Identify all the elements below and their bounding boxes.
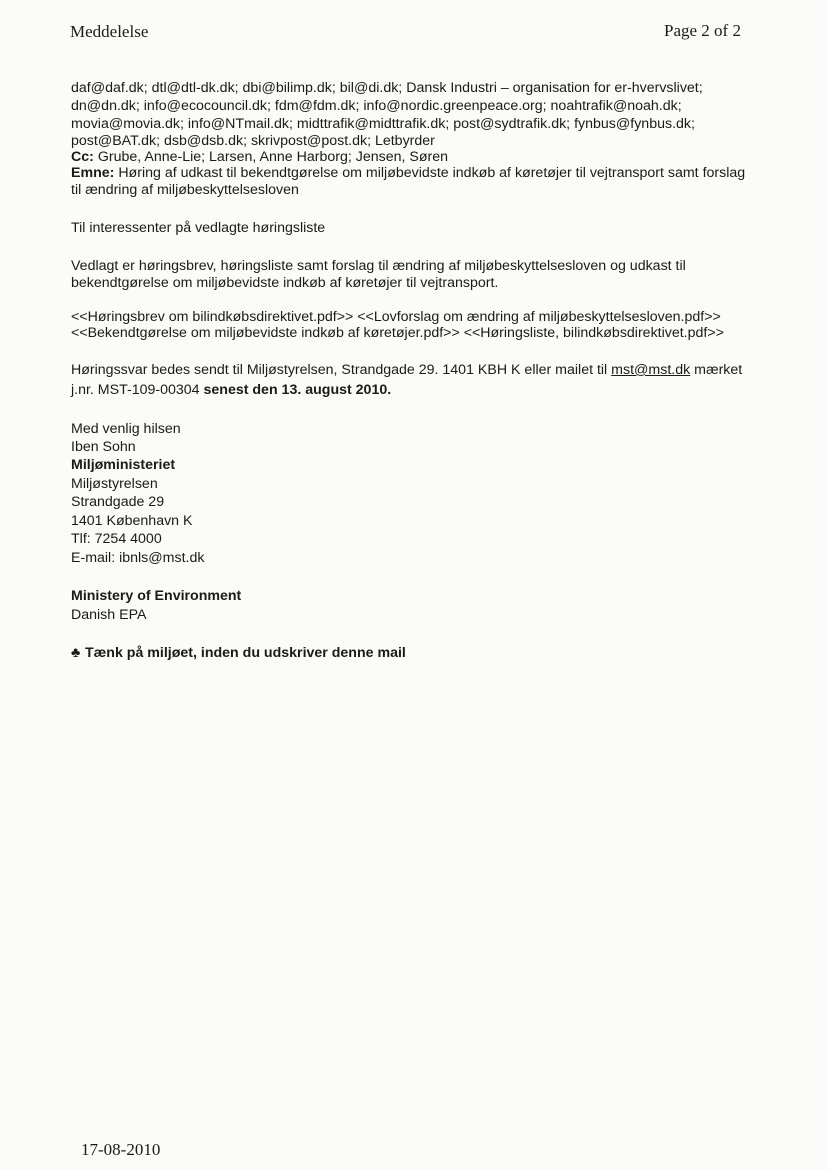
- recipients-line-3: movia@movia.dk; info@NTmail.dk; midttrafik@midttrafik.dk; post@sydtrafik.dk; fynbus@fynbus.dk;: [71, 116, 695, 132]
- recipients-line-4: post@BAT.dk; dsb@dsb.dk; skrivpost@post.dk; Letbyrder: [71, 133, 435, 149]
- city-address: 1401 København K: [71, 513, 193, 529]
- subject-value: Høring af udkast til bekendtgørelse om miljøbevidste indkøb af køretøjer til vejtransport samt forslag: [118, 165, 746, 181]
- sender-name: Iben Sohn: [71, 439, 136, 455]
- document-title: Meddelelse: [70, 22, 149, 41]
- ministry-name: Miljøministeriet: [71, 457, 176, 473]
- recipients-line-1: daf@daf.dk; dtl@dtl-dk.dk; dbi@bilimp.dk; bil@di.dk; Dansk Industri – organisation for er-hvervslivet;: [71, 80, 703, 96]
- recipients-line-2: dn@dn.dk; info@ecocouncil.dk; fdm@fdm.dk; info@nordic.greenpeace.org; noahtrafik@noah.dk;: [71, 98, 682, 114]
- deadline-line-2: [71, 382, 391, 398]
- eco-note-line: [71, 645, 406, 661]
- deadline-line-1: [71, 362, 742, 378]
- agency-name-en: Danish EPA: [71, 607, 147, 623]
- deadline-date: senest den 13. august 2010.: [203, 382, 392, 398]
- deadline-text: Høringssvar bedes sendt til Miljøstyrelsen, Strandgade 29. 1401 KBH K eller mailet til: [71, 362, 612, 378]
- deadline-marked: mærket: [690, 362, 743, 378]
- club-icon: ♣: [71, 645, 81, 661]
- cc-label: Cc:: [71, 149, 94, 165]
- cc-value: Grube, Anne-Lie; Larsen, Anne Harborg; Jensen, Søren: [97, 149, 448, 165]
- phone-number: Tlf: 7254 4000: [71, 531, 162, 547]
- mst-email-link[interactable]: mst@mst.dk: [611, 362, 691, 378]
- ministry-name-en: Ministery of Environment: [71, 588, 242, 604]
- intro-line-1: Vedlagt er høringsbrev, høringsliste samt forslag til ændring af miljøbeskyttelsesloven og udkast til: [71, 258, 686, 274]
- cc-line: [71, 149, 448, 165]
- intro-line-2: bekendtgørelse om miljøbevidste indkøb af køretøjer til vejtransport.: [71, 275, 499, 291]
- reference-number: j.nr. MST-109-00304: [71, 382, 204, 398]
- subject-label: Emne:: [71, 165, 115, 181]
- email-address: E-mail: ibnls@mst.dk: [71, 550, 205, 566]
- eco-note: Tænk på miljøet, inden du udskriver denne mail: [85, 645, 406, 661]
- greeting: Til interessenter på vedlagte høringsliste: [71, 220, 326, 236]
- street-address: Strandgade 29: [71, 494, 165, 510]
- agency-name: Miljøstyrelsen: [71, 476, 158, 492]
- print-date: 17-08-2010: [81, 1140, 161, 1159]
- closing: Med venlig hilsen: [71, 421, 181, 437]
- page-number: Page 2 of 2: [664, 21, 741, 40]
- subject-line: [71, 165, 745, 181]
- attachments-line-1: <<Høringsbrev om bilindkøbsdirektivet.pdf>> <<Lovforslag om ændring af miljøbeskyttelsesloven.pdf>>: [71, 309, 721, 325]
- attachments-line-2: <<Bekendtgørelse om miljøbevidste indkøb af køretøjer.pdf>> <<Høringsliste, bilindkøbsdirektivet.pdf>>: [71, 325, 724, 341]
- subject-line-2: til ændring af miljøbeskyttelsesloven: [71, 182, 299, 198]
